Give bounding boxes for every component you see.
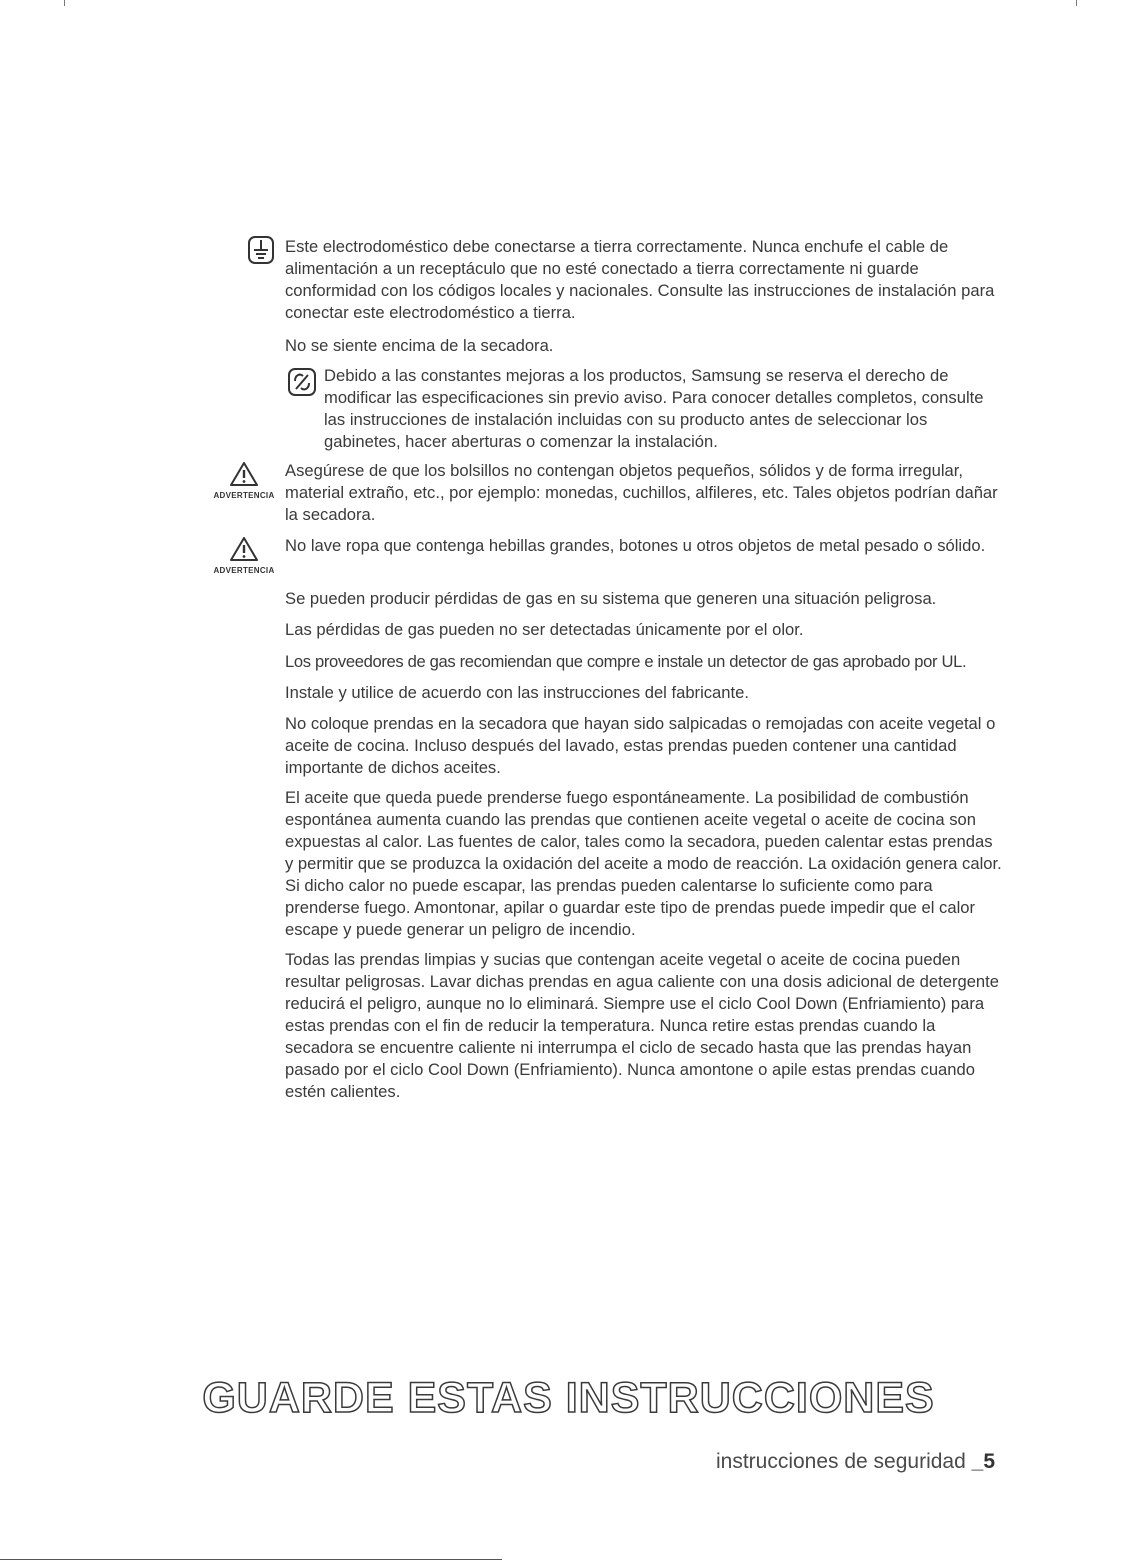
warning-triangle-icon bbox=[229, 461, 259, 487]
gas-paragraph-3: Los proveedores de gas recomiendan que compre e instale un detector de gas aprobado por UL. bbox=[285, 652, 967, 671]
warning-paragraph-1: Asegúrese de que los bolsillos no contengan objetos pequeños, sólidos y de forma irregular, material extraño, etc., por ejemplo: monedas, cuchillos, alfileres, etc. Tales objetos podrían dañar la secadora. bbox=[285, 461, 998, 524]
note-paragraph: Debido a las constantes mejoras a los productos, Samsung se reserva el derecho de modificar las especificaciones sin previo aviso. Para conocer detalles completos, consulte las instrucciones de instalación incluidas con su producto antes de seleccionar los gabinetes, hacer aberturas o comenzar la instalación. bbox=[324, 366, 984, 451]
gas-paragraph-4: Instale y utilice de acuerdo con las instrucciones del fabricante. bbox=[285, 683, 749, 702]
footer-section-title: instrucciones de seguridad bbox=[715, 1450, 966, 1473]
crop-mark-right bbox=[1076, 0, 1077, 6]
gas-paragraph-1: Se pueden producir pérdidas de gas en su sistema que generen una situación peligrosa. bbox=[285, 589, 937, 608]
warning-label: ADVERTENCIA bbox=[213, 566, 275, 575]
crop-mark-left bbox=[64, 0, 65, 6]
warning-triangle-icon bbox=[229, 536, 259, 562]
page-heading: GUARDE ESTAS INSTRUCCIONES bbox=[202, 1374, 935, 1422]
ground-paragraph: Este electrodoméstico debe conectarse a tierra correctamente. Nunca enchufe el cable de alimentación a un receptáculo que no esté conectado a tierra correctamente ni guarde conformidad con los códigos locales y nacionales. Consulte las instrucciones de instalación para conectar este electrodoméstico a tierra. bbox=[285, 237, 995, 322]
page-footer bbox=[716, 1450, 995, 1474]
gas-paragraph-2: Las pérdidas de gas pueden no ser detectadas únicamente por el olor. bbox=[285, 620, 804, 639]
oil-paragraph-3: Todas las prendas limpias y sucias que contengan aceite vegetal o aceite de cocina pueden resultar peligrosas. Lavar dichas prendas en agua caliente con una dosis adicional de detergente reducirá el peligro, aunque no lo eliminará. Siempre use el ciclo Cool Down (Enfriamiento) para estas prendas con el fin de reducir la temperatura. Nunca retire estas prendas cuando la secadora se encuentre caliente ni interrumpa el ciclo de secado hasta que las prendas hayan pasado por el ciclo Cool Down (Enfriamiento). Nunca amontone o apile estas prendas cuando estén calientes. bbox=[285, 950, 1000, 1101]
no-sit-paragraph: No se siente encima de la secadora. bbox=[285, 336, 554, 355]
ground-icon bbox=[247, 235, 275, 265]
warning-label: ADVERTENCIA bbox=[213, 491, 275, 500]
oil-paragraph-2: El aceite que queda puede prenderse fuego espontáneamente. La posibilidad de combustión espontánea aumenta cuando las prendas que contienen aceite vegetal o aceite de cocina son expuestas al calor. Las fuentes de calor, tales como la secadora, pueden calentar estas prendas y permitir que se produzca la oxidación del aceite a modo de reacción. La oxidación genera calor. Si dicho calor no puede escapar, las prendas pueden calentarse lo suficiente como para prenderse fuego. Amontonar, apilar o guardar este tipo de prendas puede impedir que el calor escape y puede generar un peligro de incendio. bbox=[285, 788, 1002, 939]
oil-paragraph-1: No coloque prendas en la secadora que hayan sido salpicadas o remojadas con aceite vegetal o aceite de cocina. Incluso después del lavado, estas prendas pueden contener una cantidad importante de dichos aceites. bbox=[285, 714, 996, 777]
page-number: _5 bbox=[971, 1450, 995, 1473]
warning-paragraph-2: No lave ropa que contenga hebillas grandes, botones u otros objetos de metal pesado o sólido. bbox=[285, 536, 986, 555]
note-icon bbox=[287, 367, 317, 397]
bottom-rule bbox=[0, 1559, 502, 1560]
